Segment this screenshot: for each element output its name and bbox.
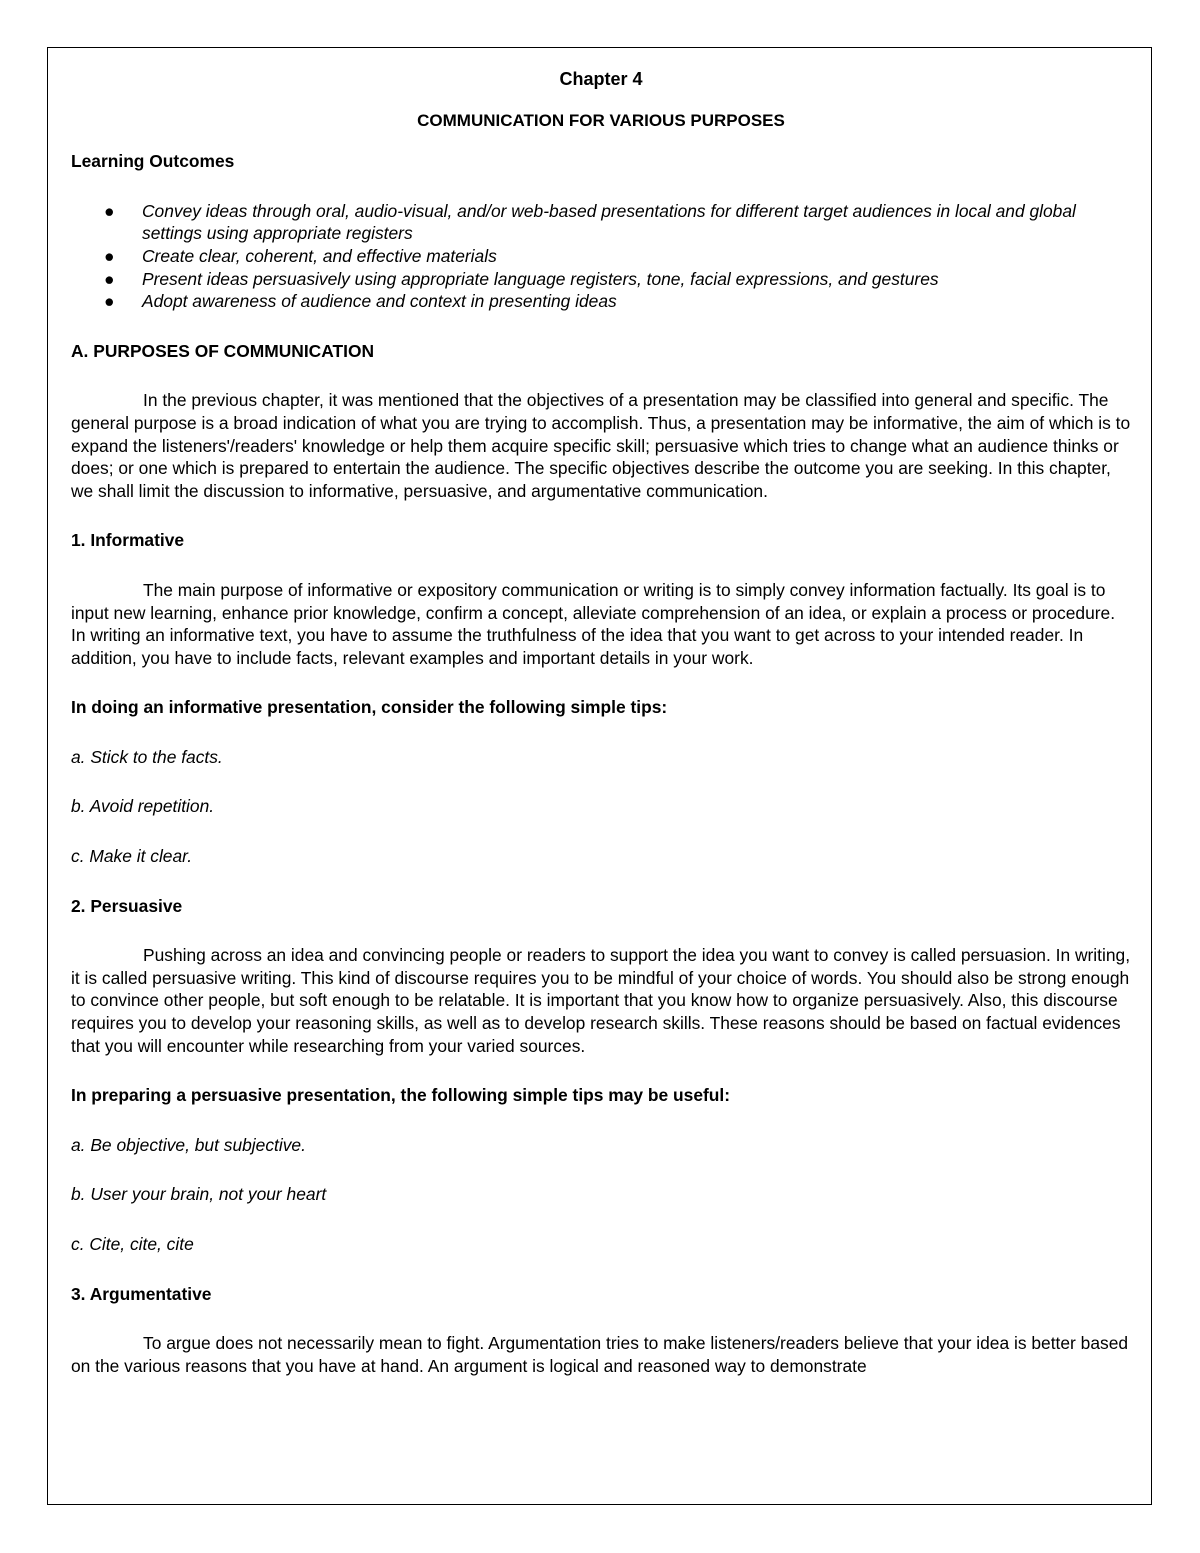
section-a-paragraph: In the previous chapter, it was mentioned that the objectives of a presentation may be classified into general and specific. The general purpose is a broad indication of what you are trying to accomplish. Thus, a presentation may be informative, the aim of which is to expand the listeners'/readers' knowledge or help them acquire specific skill; persuasive which tries to change what an audience thinks or does; or one which is prepared to entertain the audience. The specific objectives describe the outcome you are seeking. In this chapter, we shall limit the discussion to informative, persuasive, and argumentative communication. [71, 390, 1131, 501]
outcome-text: Convey ideas through oral, audio-visual, and/or web-based presentations for different target audiences in local and global settings using appropriate registers [142, 200, 1076, 244]
document-content [71, 68, 1131, 1377]
argumentative-heading: 3. Argumentative [71, 1283, 212, 1304]
persuasive-paragraph: Pushing across an idea and convincing people or readers to support the idea you want to convey is called persuasion. In writing, it is called persuasive writing. This kind of discourse requires you to be mindful of your choice of words. You should also be strong enough to convince other people, but soft enough to be relatable. It is important that you know how to organize persuasively. Also, this discourse requires you to develop your reasoning skills, as well as to develop research skills. These reasons should be based on factual evidences that you will encounter while researching from your varied sources. [71, 945, 1131, 1056]
informative-tips-heading: In doing an informative presentation, consider the following simple tips: [71, 697, 668, 718]
bullet-icon: ● [104, 200, 115, 221]
persuasive-tip: b. User your brain, not your heart [71, 1184, 327, 1205]
persuasive-tip: a. Be objective, but subjective. [71, 1134, 306, 1155]
chapter-number: Chapter 4 [559, 69, 643, 89]
section-a-heading: A. PURPOSES OF COMMUNICATION [71, 340, 375, 361]
persuasive-heading: 2. Persuasive [71, 895, 183, 916]
persuasive-tip: c. Cite, cite, cite [71, 1234, 194, 1254]
informative-heading: 1. Informative [71, 530, 185, 551]
learning-outcomes-heading: Learning Outcomes [71, 151, 235, 172]
informative-tip: a. Stick to the facts. [71, 746, 223, 767]
bullet-icon: ● [104, 245, 115, 266]
bullet-icon: ● [104, 291, 115, 312]
persuasive-tips-heading: In preparing a persuasive presentation, the following simple tips may be useful: [71, 1085, 731, 1106]
outcome-text: Present ideas persuasively using appropriate language registers, tone, facial expressions, and gestures [142, 268, 939, 289]
argumentative-paragraph: To argue does not necessarily mean to fight. Argumentation tries to make listeners/readers believe that your idea is better based on the various reasons that you have at hand. An argument is logical and reasoned way to demonstrate [71, 1333, 1129, 1376]
informative-tip: c. Make it clear. [71, 846, 193, 867]
learning-outcomes-list [71, 200, 1131, 313]
list-item [71, 200, 1131, 245]
list-item [71, 268, 1131, 291]
informative-tip: b. Avoid repetition. [71, 796, 215, 817]
list-item [71, 290, 1131, 313]
informative-paragraph: The main purpose of informative or expository communication or writing is to simply convey information factually. Its goal is to input new learning, enhance prior knowledge, confirm a concept, alleviate comprehension of an idea, or explain a process or procedure. In writing an informative text, you have to assume the truthfulness of the idea that you want to get across to your intended reader. In addition, you have to include facts, relevant examples and important details in your work. [71, 579, 1116, 668]
bullet-icon: ● [104, 268, 115, 289]
chapter-title: COMMUNICATION FOR VARIOUS PURPOSES [417, 110, 785, 130]
outcome-text: Create clear, coherent, and effective materials [142, 245, 497, 266]
outcome-text: Adopt awareness of audience and context in presenting ideas [142, 291, 617, 312]
list-item [71, 245, 1131, 268]
